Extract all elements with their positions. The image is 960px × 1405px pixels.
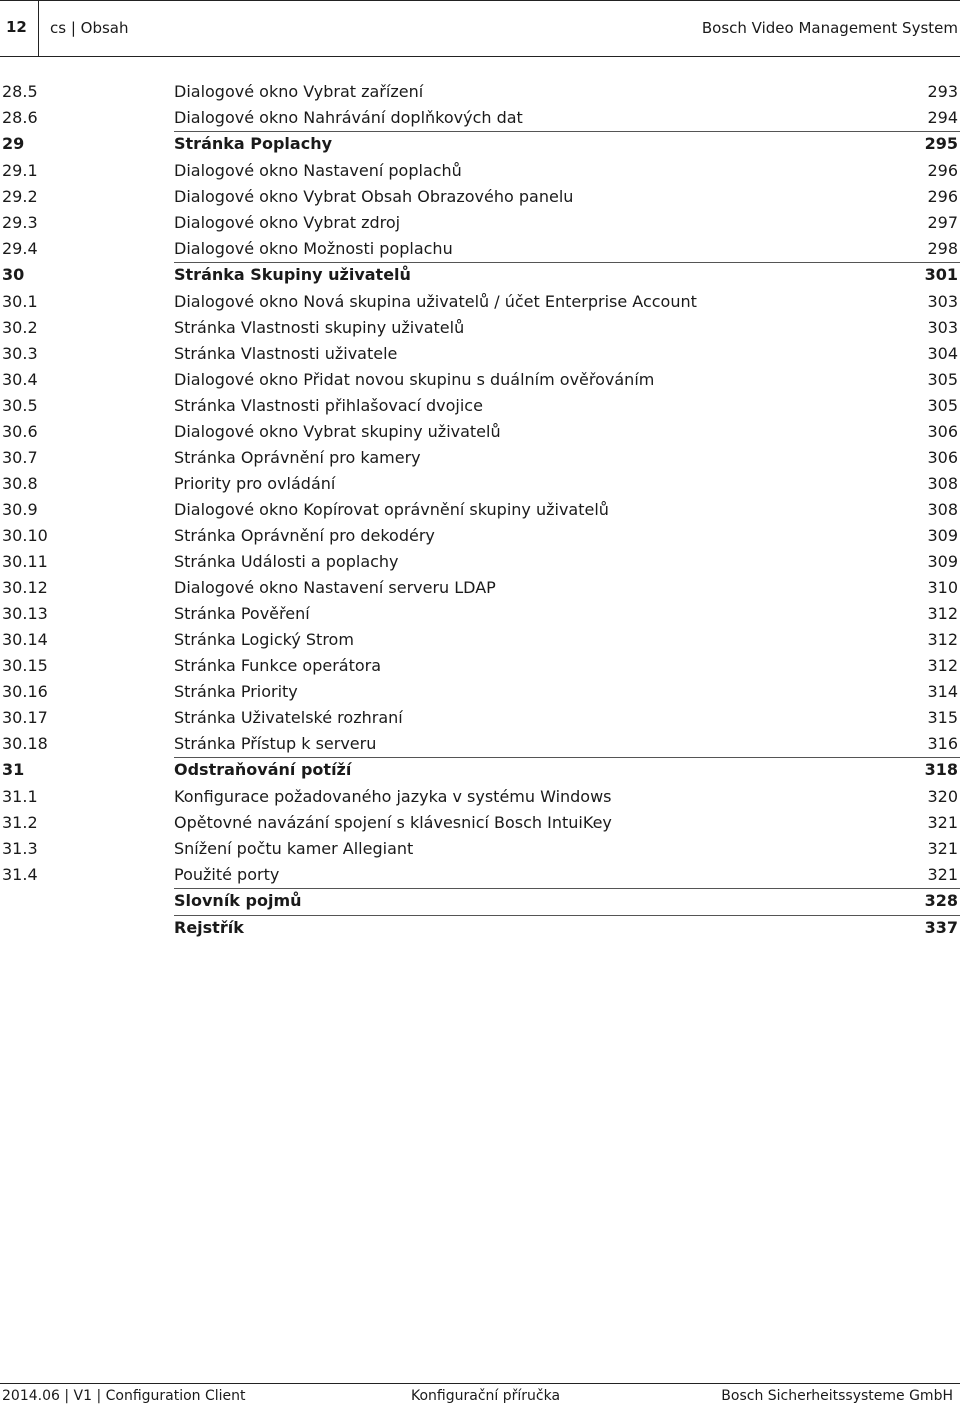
toc-entry-number: 29.4: [2, 239, 38, 258]
toc-entry-row[interactable]: [0, 418, 960, 444]
toc-entry-row[interactable]: [0, 366, 960, 392]
toc-entry-number: 29.1: [2, 161, 38, 180]
toc-entry-number: 29: [2, 134, 25, 153]
toc-entry-number: 31.3: [2, 839, 38, 858]
footer-version: 2014.06 | V1 | Configuration Client: [2, 1388, 246, 1404]
toc-chapter-row[interactable]: [0, 914, 960, 941]
toc-entry-page: 303: [927, 292, 958, 311]
toc-entry-row[interactable]: [0, 730, 960, 756]
toc-entry-title: Stránka Skupiny uživatelů: [174, 265, 411, 284]
toc-entry-page: 321: [927, 865, 958, 884]
toc-entry-page: 306: [927, 448, 958, 467]
toc-entry-page: 295: [924, 134, 958, 153]
toc-entry-number: 30.14: [2, 630, 48, 649]
toc-entry-row[interactable]: [0, 783, 960, 809]
footer-company: Bosch Sicherheitssysteme GmbH: [721, 1388, 953, 1404]
toc-entry-number: 30.12: [2, 578, 48, 597]
header-divider: [38, 0, 39, 56]
table-of-contents: [0, 78, 960, 941]
toc-entry-row[interactable]: [0, 209, 960, 235]
toc-entry-page: 309: [927, 526, 958, 545]
toc-entry-number: 31.4: [2, 865, 38, 884]
toc-entry-title: Stránka Uživatelské rozhraní: [174, 708, 403, 727]
toc-entry-number: 30.7: [2, 448, 38, 467]
toc-entry-number: 30.13: [2, 604, 48, 623]
toc-entry-number: 30: [2, 265, 25, 284]
toc-entry-number: 30.3: [2, 344, 38, 363]
footer-doc-type: Konfigurační příručka: [411, 1388, 561, 1404]
toc-entry-row[interactable]: [0, 157, 960, 183]
toc-entry-page: 303: [927, 318, 958, 337]
toc-entry-page: 328: [924, 891, 958, 910]
toc-entry-row[interactable]: [0, 574, 960, 600]
toc-entry-row[interactable]: [0, 678, 960, 704]
toc-entry-title: Dialogové okno Nastavení serveru LDAP: [174, 578, 496, 597]
header-bottom-rule: [0, 56, 960, 57]
toc-entry-row[interactable]: [0, 548, 960, 574]
toc-entry-number: 31: [2, 760, 25, 779]
toc-entry-title: Stránka Vlastnosti uživatele: [174, 344, 398, 363]
toc-entry-title: Priority pro ovládání: [174, 474, 336, 493]
toc-entry-title: Dialogové okno Nová skupina uživatelů / účet Enterprise Account: [174, 292, 697, 311]
toc-entry-title: Stránka Poplachy: [174, 134, 333, 153]
toc-entry-page: 296: [927, 161, 958, 180]
toc-entry-number: 30.9: [2, 500, 38, 519]
toc-entry-page: 321: [927, 839, 958, 858]
toc-entry-number: 31.2: [2, 813, 38, 832]
toc-entry-title: Konfigurace požadovaného jazyka v systému Windows: [174, 787, 612, 806]
toc-entry-page: 312: [927, 630, 958, 649]
toc-entry-row[interactable]: [0, 861, 960, 887]
toc-entry-number: 30.5: [2, 396, 38, 415]
toc-entry-row[interactable]: [0, 522, 960, 548]
toc-entry-row[interactable]: [0, 835, 960, 861]
toc-entry-title: Stránka Priority: [174, 682, 298, 701]
toc-entry-page: 337: [924, 918, 958, 937]
toc-entry-page: 320: [927, 787, 958, 806]
toc-entry-number: 30.4: [2, 370, 38, 389]
toc-entry-title: Dialogové okno Vybrat zařízení: [174, 82, 424, 101]
toc-entry-page: 306: [927, 422, 958, 441]
toc-entry-title: Stránka Oprávnění pro dekodéry: [174, 526, 435, 545]
toc-entry-row[interactable]: [0, 183, 960, 209]
toc-entry-page: 318: [924, 760, 958, 779]
toc-entry-row[interactable]: [0, 626, 960, 652]
toc-entry-title: Dialogové okno Přidat novou skupinu s duálním ověřováním: [174, 370, 655, 389]
toc-entry-page: 321: [927, 813, 958, 832]
toc-entry-row[interactable]: [0, 314, 960, 340]
toc-entry-title: Stránka Logický Strom: [174, 630, 354, 649]
toc-entry-title: Stránka Oprávnění pro kamery: [174, 448, 421, 467]
toc-entry-title: Stránka Vlastnosti skupiny uživatelů: [174, 318, 465, 337]
toc-entry-title: Opětovné navázání spojení s klávesnicí Bosch IntuiKey: [174, 813, 612, 832]
toc-entry-row[interactable]: [0, 652, 960, 678]
toc-entry-row[interactable]: [0, 600, 960, 626]
toc-entry-row[interactable]: [0, 104, 960, 130]
toc-entry-number: 30.16: [2, 682, 48, 701]
toc-entry-number: 30.10: [2, 526, 48, 545]
toc-entry-number: 30.15: [2, 656, 48, 675]
toc-entry-page: 310: [927, 578, 958, 597]
toc-entry-title: Dialogové okno Možnosti poplachu: [174, 239, 453, 258]
toc-entry-number: 30.18: [2, 734, 48, 753]
toc-entry-number: 30.11: [2, 552, 48, 571]
toc-entry-number: 30.1: [2, 292, 38, 311]
toc-entry-page: 314: [927, 682, 958, 701]
toc-entry-page: 305: [927, 396, 958, 415]
toc-entry-title: Dialogové okno Nastavení poplachů: [174, 161, 462, 180]
toc-chapter-row[interactable]: [0, 756, 960, 783]
toc-entry-page: 301: [924, 265, 958, 284]
toc-entry-number: 30.17: [2, 708, 48, 727]
toc-entry-page: 312: [927, 604, 958, 623]
toc-entry-page: 293: [927, 82, 958, 101]
toc-chapter-row[interactable]: [0, 130, 960, 157]
toc-entry-row[interactable]: [0, 78, 960, 104]
toc-entry-title: Stránka Přístup k serveru: [174, 734, 377, 753]
toc-entry-page: 315: [927, 708, 958, 727]
toc-entry-page: 305: [927, 370, 958, 389]
toc-entry-page: 308: [927, 474, 958, 493]
toc-entry-number: 28.5: [2, 82, 38, 101]
toc-entry-title: Dialogové okno Vybrat Obsah Obrazového panelu: [174, 187, 574, 206]
toc-entry-number: 29.3: [2, 213, 38, 232]
page-number: 12: [6, 18, 27, 36]
toc-chapter-row[interactable]: [0, 261, 960, 288]
toc-entry-title: Stránka Vlastnosti přihlašovací dvojice: [174, 396, 483, 415]
toc-entry-page: 294: [927, 108, 958, 127]
toc-entry-title: Dialogové okno Kopírovat oprávnění skupiny uživatelů: [174, 500, 609, 519]
toc-entry-title: Odstraňování potíží: [174, 760, 352, 779]
toc-entry-row[interactable]: [0, 444, 960, 470]
toc-entry-row[interactable]: [0, 704, 960, 730]
toc-entry-page: 297: [927, 213, 958, 232]
toc-entry-page: 308: [927, 500, 958, 519]
toc-entry-row[interactable]: [0, 496, 960, 522]
toc-entry-page: 296: [927, 187, 958, 206]
toc-entry-number: 28.6: [2, 108, 38, 127]
toc-entry-page: 298: [927, 239, 958, 258]
header-top-rule: [0, 0, 960, 1]
toc-entry-page: 304: [927, 344, 958, 363]
section-label: cs | Obsah: [50, 19, 129, 37]
toc-entry-number: 31.1: [2, 787, 38, 806]
toc-entry-row[interactable]: [0, 288, 960, 314]
toc-entry-row[interactable]: [0, 392, 960, 418]
toc-entry-title: Dialogové okno Vybrat zdroj: [174, 213, 401, 232]
toc-entry-row[interactable]: [0, 470, 960, 496]
toc-entry-number: 30.6: [2, 422, 38, 441]
toc-entry-title: Stránka Pověření: [174, 604, 310, 623]
page-header: [0, 0, 960, 56]
page-footer: [0, 1383, 960, 1405]
toc-entry-title: Stránka Události a poplachy: [174, 552, 399, 571]
toc-entry-row[interactable]: [0, 235, 960, 261]
toc-chapter-row[interactable]: [0, 887, 960, 914]
toc-entry-page: 312: [927, 656, 958, 675]
toc-entry-row[interactable]: [0, 340, 960, 366]
toc-entry-number: 30.2: [2, 318, 38, 337]
toc-entry-title: Rejstřík: [174, 918, 244, 937]
toc-entry-title: Dialogové okno Nahrávání doplňkových dat: [174, 108, 523, 127]
toc-entry-title: Dialogové okno Vybrat skupiny uživatelů: [174, 422, 501, 441]
toc-entry-title: Snížení počtu kamer Allegiant: [174, 839, 414, 858]
toc-entry-title: Slovník pojmů: [174, 891, 302, 910]
toc-entry-number: 29.2: [2, 187, 38, 206]
toc-entry-title: Použité porty: [174, 865, 280, 884]
toc-entry-number: 30.8: [2, 474, 38, 493]
toc-entry-page: 309: [927, 552, 958, 571]
toc-entry-page: 316: [927, 734, 958, 753]
toc-entry-title: Stránka Funkce operátora: [174, 656, 382, 675]
toc-entry-row[interactable]: [0, 809, 960, 835]
document-title: Bosch Video Management System: [701, 19, 958, 37]
